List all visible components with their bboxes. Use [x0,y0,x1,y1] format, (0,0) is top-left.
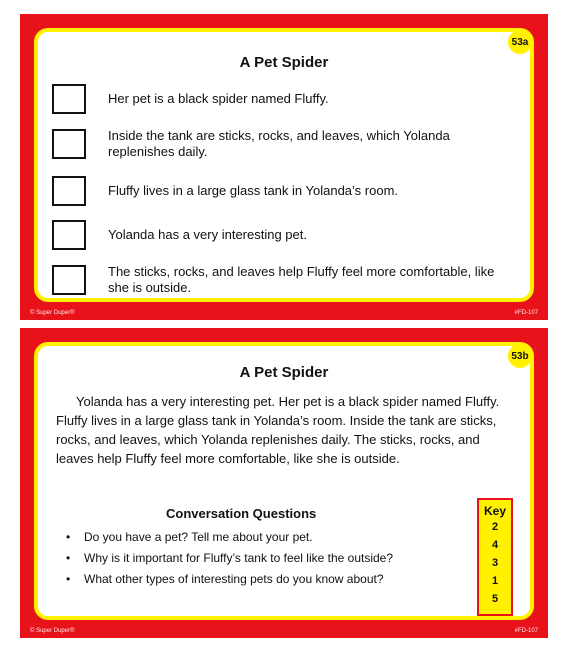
answer-key-value: 2 [491,521,499,533]
sequence-item [52,84,510,114]
answer-key-label: Key [483,504,506,518]
sequence-sentence: Fluffy lives in a large glass tank in Yolanda’s room. [108,183,399,198]
question-text: Why is it important for Fluffy’s tank to feel like the outside? [84,551,394,565]
sequence-sentence: Her pet is a black spider named Fluffy. [108,91,329,106]
card-53b-copyright: © Super Duper® [30,628,75,634]
answer-key-value: 3 [491,557,499,569]
story-paragraph: Yolanda has a very interesting pet. Her pet is a black spider named Fluffy. Fluffy lives in a large glass tank in Yolanda’s room. Inside the tank are sticks, rocks, and leaves, which Yolanda replenishes daily. The sticks, rocks, and leaves help Fluffy feel more comfortable, like she is outside. [56,394,500,466]
card-53a-copyright: © Super Duper® [30,310,75,316]
question-text: Do you have a pet? Tell me about your pet. [84,530,313,544]
card-53b [20,328,548,638]
sequence-sentence: Inside the tank are sticks, rocks, and leaves, which Yolanda replenishes daily. [108,128,450,159]
sequence-sentence: Yolanda has a very interesting pet. [108,227,307,242]
questions-list [66,530,446,593]
answer-key-box [477,498,513,616]
card-53a-panel [34,28,534,302]
card-53b-product-code: #FD-107 [514,628,538,634]
card-53a-badge: 53a [508,30,532,54]
question-item [66,530,446,544]
bullet-marker: • [66,530,71,544]
answer-key-value: 5 [491,593,499,605]
sequence-item [52,128,510,160]
card-53b-panel [34,342,534,620]
answer-key-value: 4 [491,539,499,551]
order-checkbox[interactable] [52,176,86,206]
card-53b-badge: 53b [508,344,532,368]
question-text: What other types of interesting pets do you know about? [84,572,384,586]
card-53b-title: A Pet Spider [239,364,329,381]
card-53a [20,14,548,320]
order-checkbox[interactable] [52,84,86,114]
sequence-item [52,220,510,250]
answer-key-value: 1 [491,575,499,587]
questions-heading: Conversation Questions [166,506,317,521]
question-item [66,572,446,586]
sequence-sentence: The sticks, rocks, and leaves help Fluffy feel more comfortable, like she is outside. [108,264,495,295]
order-checkbox[interactable] [52,220,86,250]
card-53a-product-code: #FD-107 [514,310,538,316]
order-checkbox[interactable] [52,265,86,295]
card-53a-title: A Pet Spider [239,54,329,71]
question-item [66,551,446,565]
bullet-marker: • [66,551,71,565]
order-checkbox[interactable] [52,129,86,159]
sequence-item [52,176,510,206]
sequence-item [52,264,510,296]
bullet-marker: • [66,572,71,586]
